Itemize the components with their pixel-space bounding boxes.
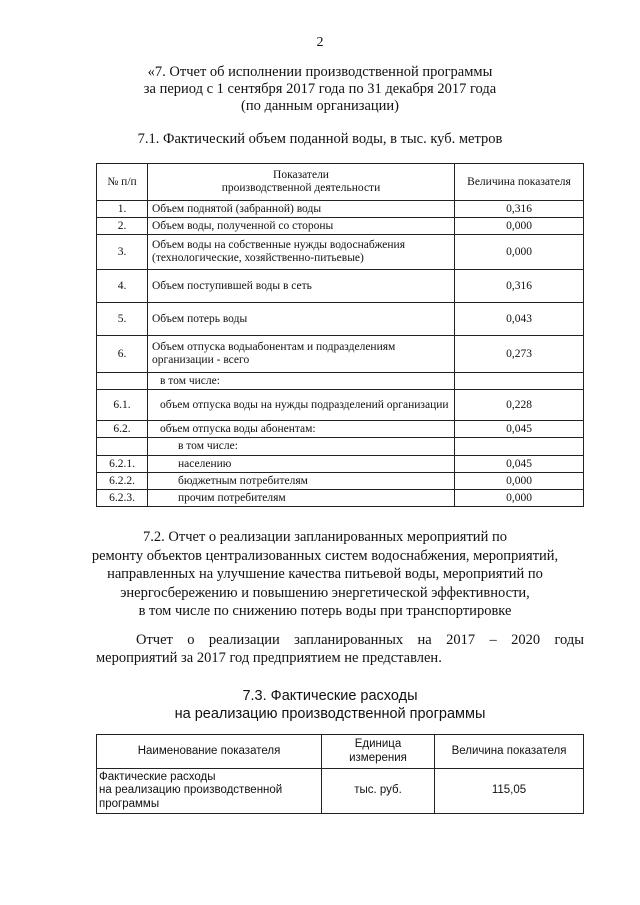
table-row: [97, 336, 584, 373]
column-header-unit: [322, 735, 435, 769]
row-number: 6.: [97, 336, 148, 373]
row-value: 0,316: [455, 201, 584, 218]
row-text: Объем воды, полученной со стороны: [148, 218, 455, 235]
section-7-1-title: 7.1. Фактический объем поданной воды, в тыс. куб. метров: [137, 131, 503, 147]
row-value: 0,045: [455, 421, 584, 438]
row-name-line: Фактические расходы: [99, 770, 216, 783]
row-number: [97, 438, 148, 456]
column-header-num: № п/п: [97, 164, 148, 201]
column-header-indicator: [148, 164, 455, 201]
section-7-2-line: 7.2. Отчет о реализации запланированных мероприятий по: [143, 529, 507, 545]
row-number: 6.2.1.: [97, 456, 148, 473]
row-value: 115,05: [435, 769, 584, 814]
report-paragraph: [96, 631, 584, 667]
table-row: [97, 390, 584, 421]
table-row: [97, 235, 584, 270]
column-header-value: Величина показателя: [455, 164, 584, 201]
row-number: 3.: [97, 235, 148, 270]
table-row: [97, 270, 584, 303]
row-text: Объем поступившей воды в сеть: [148, 270, 455, 303]
row-value: 0,000: [455, 235, 584, 270]
row-name-line: на реализацию производственной: [99, 784, 283, 797]
row-value: 0,045: [455, 456, 584, 473]
expenses-table: [96, 734, 584, 814]
row-text: Объем воды на собственные нужды водоснабжения (технологические, хозяйственно-питьевые): [148, 235, 455, 270]
row-value: [455, 373, 584, 390]
row-value: [455, 438, 584, 456]
section-7-2-line: в том числе по снижению потерь воды при транспортировке: [138, 603, 512, 619]
table-row: [97, 218, 584, 235]
column-header-line: Единица: [354, 738, 402, 750]
paragraph-line: Отчет о реализации запланированных на 2017 – 2020 годы: [136, 632, 584, 648]
row-value: 0,316: [455, 270, 584, 303]
row-name: [97, 769, 322, 814]
row-text: в том числе:: [148, 373, 455, 390]
report-title-line: (по данным организации): [240, 98, 399, 114]
row-number: 6.2.3.: [97, 490, 148, 507]
row-number: 5.: [97, 303, 148, 336]
row-text: Объем отпуска водыабонентам и подразделениям организации - всего: [148, 336, 455, 373]
section-7-2-line: направленных на улучшение качества питьевой воды, мероприятий по: [107, 566, 543, 582]
row-value: 0,000: [455, 490, 584, 507]
row-text: Объем потерь воды: [148, 303, 455, 336]
paragraph-line: мероприятий за 2017 год предприятием не представлен.: [96, 650, 442, 666]
row-text: населению: [148, 456, 455, 473]
row-text: объем отпуска воды на нужды подразделений организации: [148, 390, 455, 421]
row-value: 0,000: [455, 473, 584, 490]
row-value: 0,228: [455, 390, 584, 421]
column-header-line: измерения: [349, 751, 407, 764]
row-number: [97, 373, 148, 390]
table-header-row: [97, 735, 584, 769]
row-text: бюджетным потребителям: [148, 473, 455, 490]
row-text: прочим потребителям: [148, 490, 455, 507]
section-7-3-line: на реализацию производственной программы: [174, 706, 486, 722]
table-row: [97, 201, 584, 218]
row-number: 4.: [97, 270, 148, 303]
row-text: Объем поднятой (забранной) воды: [148, 201, 455, 218]
column-header-line: производственной деятельности: [221, 182, 381, 194]
row-text: объем отпуска воды абонентам:: [148, 421, 455, 438]
row-unit: тыс. руб.: [322, 769, 435, 814]
table-row: [97, 456, 584, 473]
section-7-2-line: ремонту объектов централизованных систем водоснабжения, мероприятий,: [91, 547, 559, 564]
section-7-2-line: энергосбережению и повышению энергетической эффективности,: [120, 584, 530, 601]
table-row: [97, 473, 584, 490]
column-header-name: Наименование показателя: [97, 735, 322, 769]
row-value: 0,000: [455, 218, 584, 235]
row-value: 0,273: [455, 336, 584, 373]
water-volume-table: [96, 163, 584, 507]
table-row: [97, 490, 584, 507]
column-header-line: Показатели: [273, 169, 329, 181]
section-7-2-title: [90, 528, 560, 621]
column-header-value: Величина показателя: [435, 735, 584, 769]
section-7-3-line: 7.3. Фактические расходы: [242, 688, 418, 704]
table-header-row: [97, 164, 584, 201]
report-title: [60, 64, 580, 115]
table-row: [97, 421, 584, 438]
table-row: [97, 373, 584, 390]
report-title-line: «7. Отчет об исполнении производственной программы: [147, 64, 493, 80]
row-value: 0,043: [455, 303, 584, 336]
row-number: 6.2.: [97, 421, 148, 438]
row-number: 6.2.2.: [97, 473, 148, 490]
row-number: 2.: [97, 218, 148, 235]
report-title-line: за период с 1 сентября 2017 года по 31 декабря 2017 года: [143, 81, 497, 97]
table-row: [97, 303, 584, 336]
table-row: [97, 438, 584, 456]
page-number: 2: [316, 35, 324, 50]
table-row: [97, 769, 584, 814]
row-text: в том числе:: [148, 438, 455, 456]
row-number: 1.: [97, 201, 148, 218]
section-7-3-title: [100, 687, 560, 723]
row-name-line: программы: [99, 797, 160, 810]
row-number: 6.1.: [97, 390, 148, 421]
